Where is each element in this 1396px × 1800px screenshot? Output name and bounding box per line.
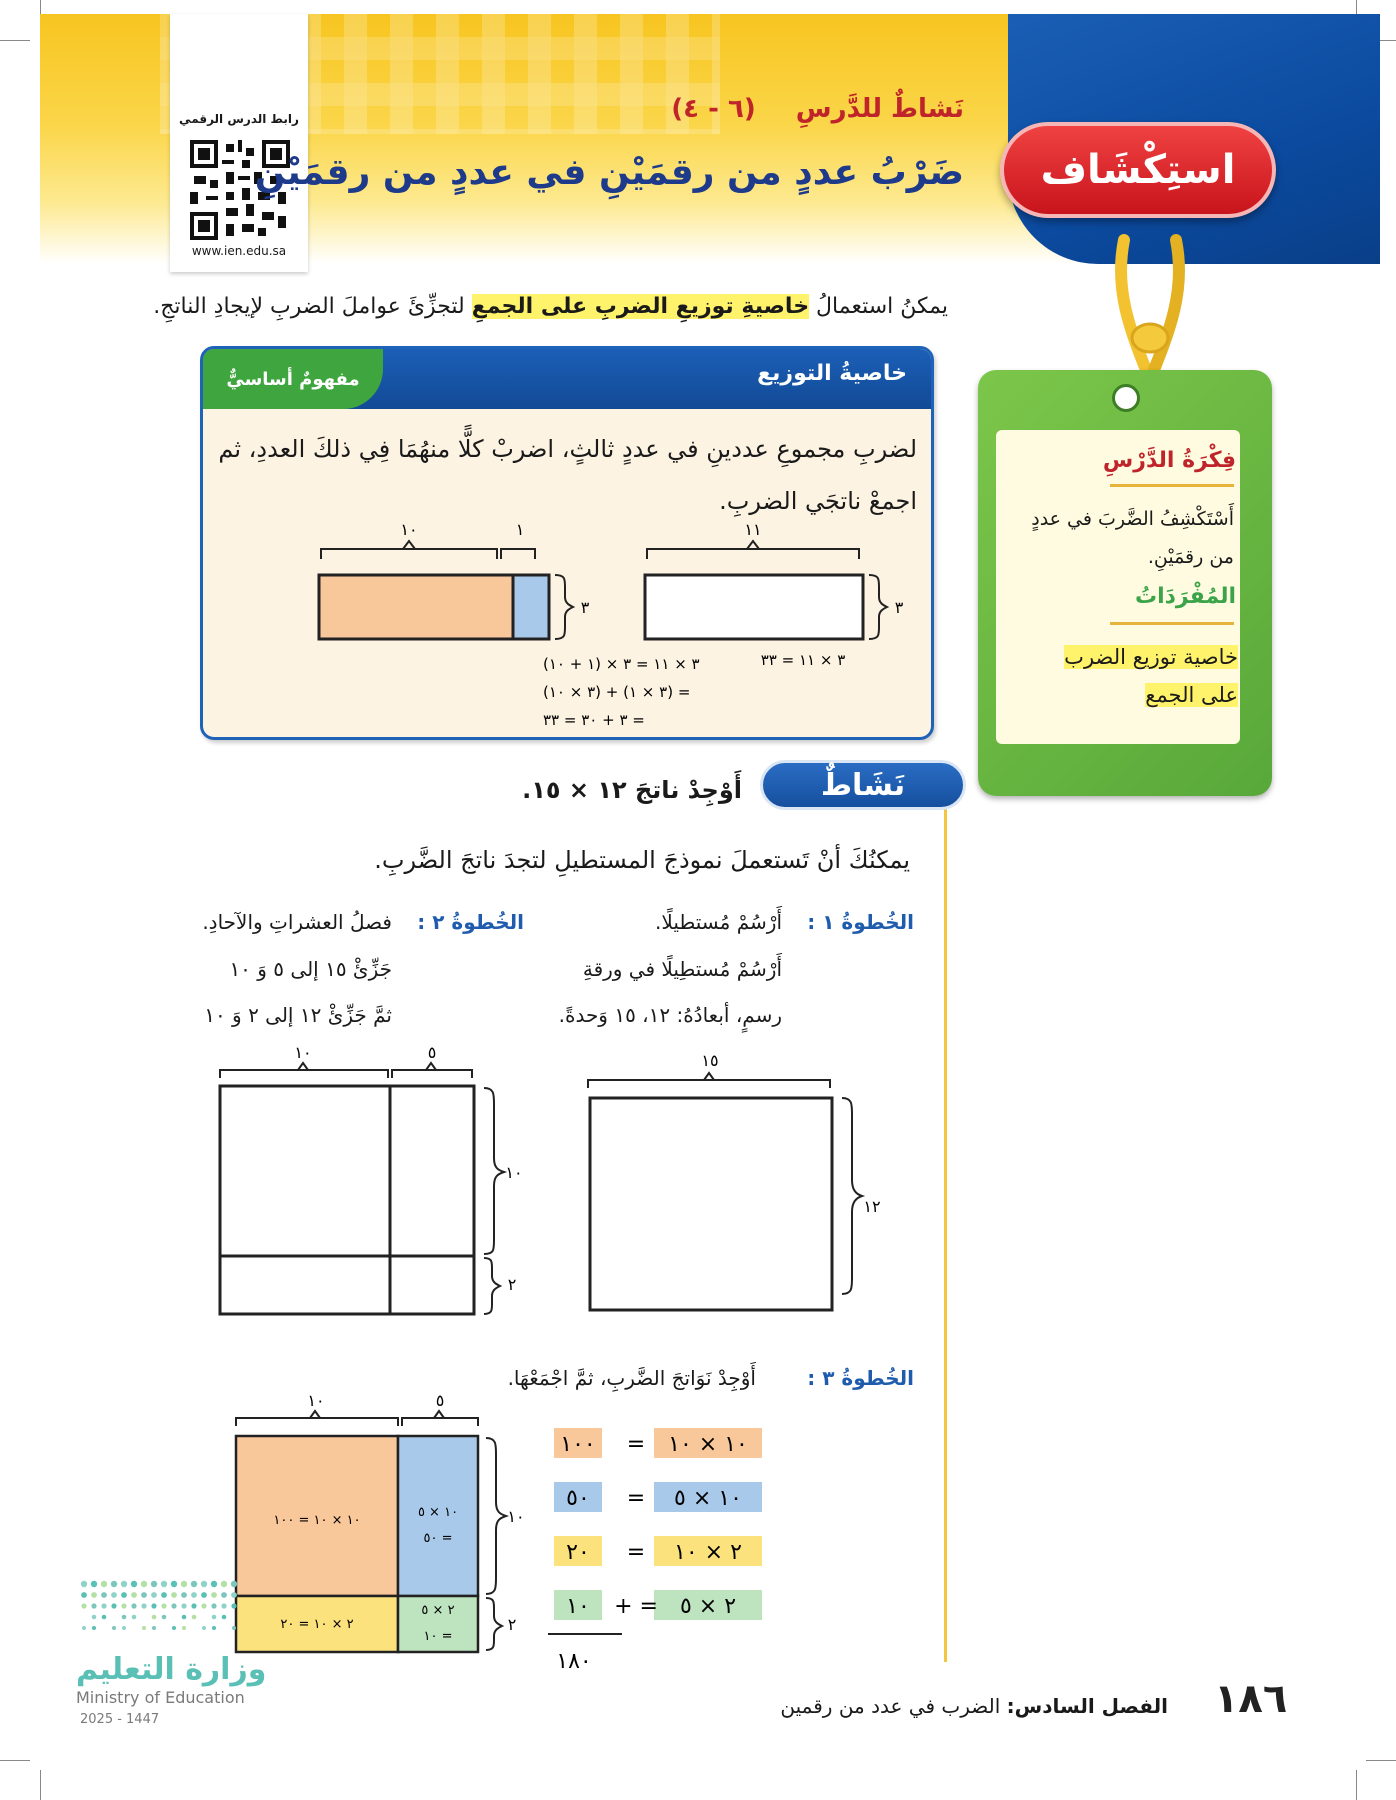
logo-dot — [231, 1592, 237, 1598]
ministry-logo-icon — [76, 1576, 246, 1650]
logo-dot — [191, 1603, 196, 1608]
qr-caption: رابط الدرس الرقمي — [179, 112, 299, 126]
logo-dot — [112, 1626, 116, 1630]
cell-yellow-label: ٢ × ١٠ = ٢٠ — [280, 1617, 354, 1632]
brace-tip — [298, 1063, 308, 1070]
logo-dot — [92, 1626, 96, 1630]
logo-dot — [141, 1603, 146, 1608]
logo-dot — [111, 1581, 117, 1587]
cell-orange-label: ١٠ × ١٠ = ١٠٠ — [273, 1513, 361, 1528]
logo-dot — [211, 1603, 216, 1608]
logo-dot — [202, 1626, 206, 1630]
logo-dot — [231, 1581, 237, 1587]
logo-dot — [181, 1581, 187, 1587]
idea-text: أَسْتَكْشِفُ الضَّربَ في عددٍ من رقمَيْنِ. — [1031, 508, 1234, 568]
label-side-10: ١٠ — [507, 1507, 525, 1526]
rect-12x15 — [590, 1098, 832, 1310]
model-instruction: يمكنُكَ أنْ تَستعملَ نموذجَ المستطيلِ لتجدَ ناتجَ الضَّربِ. — [374, 846, 910, 874]
logo-dot — [201, 1603, 206, 1608]
vocab-term-text: خاصية توزيع الضرب على الجمع — [1064, 645, 1238, 707]
vocab-heading: المُفْرَدَاتُ — [1134, 584, 1236, 609]
chapter-title: الضرب في عدد من رقمين — [780, 1694, 1001, 1718]
step-2-title: فصلُ العشراتِ والآحادِ. — [202, 910, 392, 934]
logo-dot — [121, 1581, 127, 1587]
logo-dot — [141, 1581, 147, 1587]
label-12: ١٢ — [863, 1197, 881, 1216]
logo-dot — [171, 1581, 177, 1587]
logo-dot — [101, 1592, 107, 1598]
calc-result: ١٠٠ — [560, 1432, 596, 1457]
ministry-name-ar: وزارة التعليم — [76, 1652, 267, 1687]
logo-dot — [162, 1615, 167, 1620]
brace-tip — [704, 1073, 714, 1080]
intro-highlight: خاصيةِ توزيعِ الضربِ على الجمعِ — [471, 294, 810, 319]
brace-side-10 — [486, 1438, 506, 1594]
logo-dot — [81, 1581, 87, 1587]
cell-green-label-2: = ١٠ — [423, 1629, 453, 1644]
logo-dot — [221, 1592, 227, 1598]
cell-blue-label-1: ١٠ × ٥ — [417, 1505, 459, 1520]
label-5: ٥ — [435, 1391, 445, 1410]
logo-dot — [211, 1581, 217, 1587]
brace-tip — [310, 1411, 320, 1418]
equation-line-1: ٣ × ١١ = ٣ × (١ + ١٠) — [543, 655, 700, 673]
cell-blue-label-2: = ٥٠ — [423, 1531, 453, 1546]
step-2-label: الخُطوةُ ٢ : — [417, 910, 524, 934]
logo-dot — [81, 1603, 86, 1608]
logo-dot — [142, 1626, 146, 1630]
logo-dot — [211, 1592, 217, 1598]
step-1-line-2: رسمٍ، أبعادُهُ: ١٢، ١٥ وَحدةً. — [558, 1003, 782, 1027]
logo-dot — [92, 1615, 97, 1620]
logo-dot — [131, 1603, 136, 1608]
key-concept-badge: مفهومٌ أساسيٌّ — [200, 349, 383, 409]
label-top-11: ١١ — [744, 520, 762, 539]
calc-expression: ١٠ × ١٠ — [668, 1432, 748, 1457]
logo-dot — [151, 1581, 157, 1587]
brace-side-12 — [842, 1098, 862, 1294]
label-top-1: ١ — [515, 520, 525, 539]
calc-expression: ٢ × ١٠ — [674, 1540, 742, 1565]
label-10: ١٠ — [294, 1043, 312, 1062]
calc-total: ١٨٠ — [556, 1649, 592, 1674]
chapter-footer — [780, 1694, 1168, 1718]
label-15: ١٥ — [701, 1051, 719, 1070]
step-3-title: أَوْجِدْ نَوَاتجَ الضَّربِ، ثمَّ اجْمَعْهَا. — [507, 1366, 756, 1390]
brace-tip — [434, 1411, 444, 1418]
activity-label: نَشاطٌ للدَّرسِ — [795, 94, 964, 124]
calc-sign: = — [626, 1432, 646, 1457]
label-side-left: ٣ — [580, 598, 590, 617]
step-2-line-2: ثمَّ جَزِّئْ ١٢ إلى ٢ وَ ١٠ — [204, 1003, 392, 1027]
logo-dot — [131, 1581, 137, 1587]
intro-after: لتجزِّئَ عواملَ الضربِ لإيجادِ الناتجِ. — [153, 294, 472, 319]
logo-dot — [121, 1603, 126, 1608]
logo-dot — [221, 1581, 227, 1587]
logo-dot — [151, 1592, 157, 1598]
lesson-number: (٦ - ٤) — [671, 94, 756, 124]
logo-dot — [182, 1626, 186, 1630]
logo-dot — [101, 1603, 106, 1608]
calc-result: ١٠ — [566, 1594, 590, 1619]
brace-top-15 — [588, 1080, 830, 1088]
step-1-title: أَرْسُمْ مُستطيلًا. — [655, 910, 782, 934]
logo-dot — [131, 1592, 137, 1598]
logo-dot — [181, 1603, 186, 1608]
logo-dot — [201, 1581, 207, 1587]
logo-dot — [181, 1592, 187, 1598]
step-1-line-1: أَرْسُمْ مُستطِيلًا في ورقةِ — [582, 957, 782, 981]
concept-title: خاصيةُ التوزيع — [757, 361, 907, 386]
page-number: ١٨٦ — [1214, 1676, 1288, 1722]
activity-prompt: أَوْجِدْ ناتجَ ١٢ × ١٥. — [522, 776, 742, 804]
brace-top-5 — [392, 1070, 472, 1078]
calc-sign: = — [626, 1486, 646, 1511]
logo-dot — [81, 1592, 87, 1598]
logo-dot — [121, 1592, 127, 1598]
logo-dot — [222, 1615, 227, 1620]
brace-side-2 — [484, 1258, 500, 1314]
logo-dot — [82, 1626, 86, 1630]
logo-dot — [111, 1603, 116, 1608]
rect-partitioned — [220, 1086, 474, 1314]
calc-sign: = — [626, 1540, 646, 1565]
logo-dot — [122, 1626, 126, 1630]
logo-dot — [212, 1626, 216, 1630]
cell-green-label-1: ٢ × ٥ — [421, 1603, 455, 1618]
logo-dot — [192, 1615, 197, 1620]
calculation-rows — [548, 1428, 762, 1674]
logo-dot — [152, 1626, 156, 1630]
explore-badge: استِكْشَاف — [1000, 122, 1276, 218]
equation-line-2: = (٣ × ١) + (٣ × ١٠) — [543, 683, 691, 701]
logo-dot — [161, 1581, 167, 1587]
logo-dot — [231, 1603, 236, 1608]
logo-dot — [232, 1626, 236, 1630]
idea-heading: فِكْرَةُ الدَّرْسِ — [1102, 448, 1236, 473]
chapter-label: الفصل السادس: — [1006, 1694, 1168, 1718]
logo-dot — [152, 1615, 157, 1620]
brace-top-5 — [402, 1418, 478, 1426]
concept-body: لضربِ مجموعِ عددينِ في عددٍ ثالثٍ، اضربْ كلًّا منهُمَا فِي ذلكَ العددِ، ثم اجمعْ ناتجَي الضربِ. — [218, 435, 917, 515]
qr-url[interactable]: www.ien.edu.sa — [191, 244, 287, 258]
label-side-10: ١٠ — [505, 1163, 523, 1182]
logo-dot — [91, 1581, 97, 1587]
logo-dot — [212, 1615, 217, 1620]
ministry-name-en: Ministry of Education — [76, 1688, 245, 1707]
logo-dot — [161, 1603, 166, 1608]
logo-dot — [111, 1592, 117, 1598]
logo-dot — [221, 1603, 226, 1608]
logo-dot — [91, 1603, 96, 1608]
step-3-label: الخُطوةُ ٣ : — [807, 1366, 914, 1390]
label-side-2: ٢ — [507, 1275, 517, 1294]
logo-dot — [132, 1615, 137, 1620]
equation-line-3: = ٣ + ٣٠ = ٣٣ — [543, 711, 645, 729]
calc-expression: ٢ × ٥ — [679, 1594, 737, 1619]
logo-dot — [151, 1603, 156, 1608]
brace-top-10 — [236, 1418, 398, 1426]
brace-tip — [426, 1063, 436, 1070]
logo-dot — [171, 1592, 177, 1598]
logo-dot — [91, 1592, 97, 1598]
calc-sign: = + — [614, 1594, 658, 1619]
logo-dot — [141, 1592, 147, 1598]
logo-dot — [191, 1581, 197, 1587]
logo-dot — [102, 1615, 107, 1620]
logo-dot — [182, 1615, 187, 1620]
calc-result: ٥٠ — [566, 1486, 590, 1511]
logo-dot — [201, 1592, 207, 1598]
brace-top-10 — [220, 1070, 388, 1078]
calc-expression: ١٠ × ٥ — [674, 1486, 742, 1511]
edition-year: 2025 - 1447 — [80, 1712, 160, 1727]
label-top-10: ١٠ — [400, 520, 418, 539]
activity-badge: نَشَاطٌ — [760, 760, 966, 810]
lesson-title: ضَرْبُ عددٍ من رقمَيْنِ في عددٍ من رقمَيْنِ — [254, 152, 964, 193]
label-5: ٥ — [427, 1043, 437, 1062]
logo-dot — [172, 1626, 176, 1630]
logo-dot — [122, 1615, 127, 1620]
intro-before: يمكنُ استعمالُ — [809, 294, 948, 319]
label-side-right: ٣ — [894, 598, 904, 617]
step-2-line-1: جَزِّئْ ١٥ إلى ٥ وَ ١٠ — [229, 957, 392, 981]
calc-result: ٢٠ — [566, 1540, 590, 1565]
logo-dot — [191, 1592, 197, 1598]
logo-dot — [101, 1581, 107, 1587]
logo-dot — [171, 1603, 176, 1608]
label-side-2: ٢ — [507, 1615, 517, 1634]
label-10: ١٠ — [307, 1391, 325, 1410]
step-1-label: الخُطوةُ ١ : — [807, 910, 914, 934]
logo-dot — [161, 1592, 167, 1598]
right-equation: ٣ × ١١ = ٣٣ — [760, 651, 846, 669]
brace-side-2 — [486, 1598, 502, 1650]
brace-side-10 — [484, 1088, 504, 1254]
